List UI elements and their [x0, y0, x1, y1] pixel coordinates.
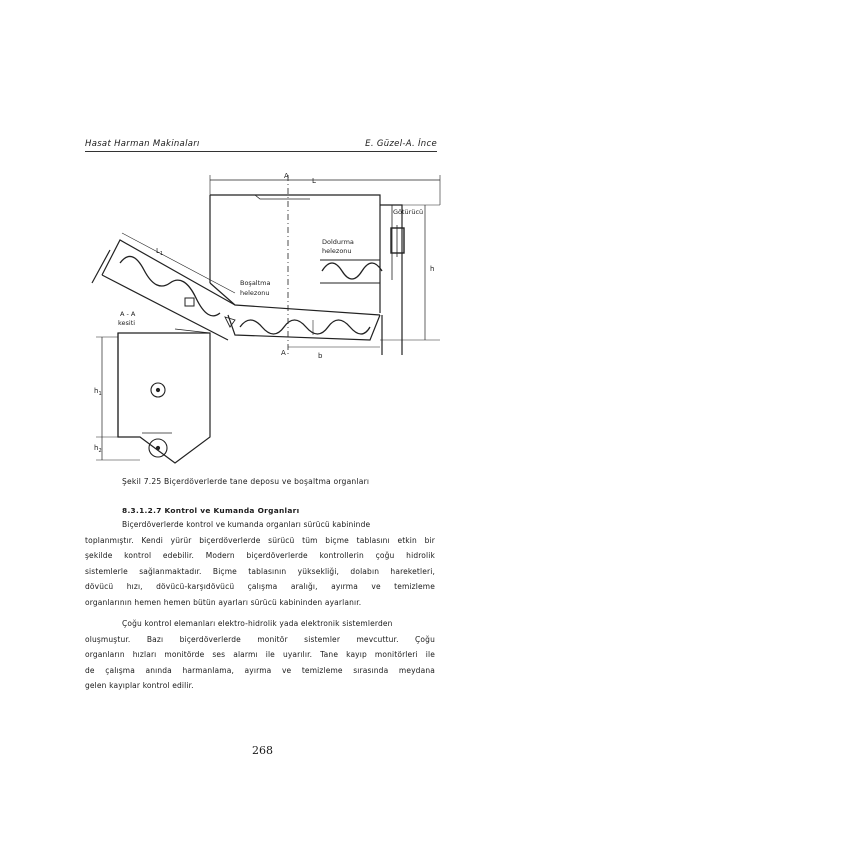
label-unloading-auger-2: helezonu [240, 289, 270, 297]
paragraph-line: gelen kayıplar kontrol edilir. [85, 681, 194, 691]
label-section-2: kesiti [118, 319, 136, 327]
label-filling-auger-1: Doldurma [322, 238, 354, 246]
paragraph-line: de çalışma anında harmanlama, ayırma ve temizleme sırasında meydana [85, 665, 435, 675]
label-section-1: A - A [120, 310, 136, 318]
header-book-title: Hasat Harman Makinaları [85, 139, 200, 149]
paragraph-monitors [85, 616, 435, 694]
figure-caption: Şekil 7.25 Biçerdöverlerde tane deposu ve boşaltma organları [122, 477, 370, 486]
section-heading: 8.3.1.2.7 Kontrol ve Kumanda Organları [122, 506, 300, 515]
paragraph-line: dövücü hızı, dövücü-karşıdövücü çalışma aralığı, ayırma ve temizleme [85, 582, 435, 592]
label-l1: $L_1$ [156, 247, 164, 257]
header-authors: E. Güzel-A. İnce [365, 139, 437, 149]
paragraph-line: toplanmıştır. Kendi yürür biçerdöverlerde sürücü tüm biçme tablasını etkin bir [85, 535, 435, 545]
grain-tank-diagram [80, 165, 450, 470]
paragraph-line: organların hızları monitörde ses alarmı ile uyarılır. Tane kayıp monitörleri ile [85, 650, 435, 660]
paragraph-line: sistemlerle sağlanmaktadır. Biçme tablasının yüksekliği, dolabın hareketleri, [85, 566, 435, 576]
label-filling-auger-2: helezonu [322, 247, 352, 255]
label-length: L [312, 177, 316, 185]
label-conveyor: Götürücü [393, 208, 424, 216]
label-h2: $h_2$ [94, 444, 102, 454]
label-height: h [430, 265, 435, 273]
label-h1: $h_1$ [94, 387, 102, 397]
paragraph-line: şekilde kontrol edebilir. Modern biçerdöverlerde kontrollerin çoğu hidrolik [85, 551, 435, 561]
label-a-top: A [284, 172, 289, 180]
label-width: b [318, 352, 323, 360]
label-unloading-auger-1: Boşaltma [240, 279, 271, 287]
paragraph-line: oluşmuştur. Bazı biçerdöverlerde monitör sistemler mevcuttur. Çoğu [85, 634, 435, 644]
label-a-bottom: A [281, 349, 286, 357]
paragraph-line: Biçerdöverlerde kontrol ve kumanda organları sürücü kabininde [122, 520, 371, 529]
page-number: 268 [252, 744, 273, 757]
paragraph-line: Çoğu kontrol elemanları elektro-hidrolik yada elektronik sistemlerden [122, 619, 393, 628]
paragraph-line: organlarının hemen hemen bütün ayarları sürücü kabininden ayarlanır. [85, 597, 362, 607]
running-header [85, 137, 437, 152]
paragraph-controls [85, 517, 435, 611]
